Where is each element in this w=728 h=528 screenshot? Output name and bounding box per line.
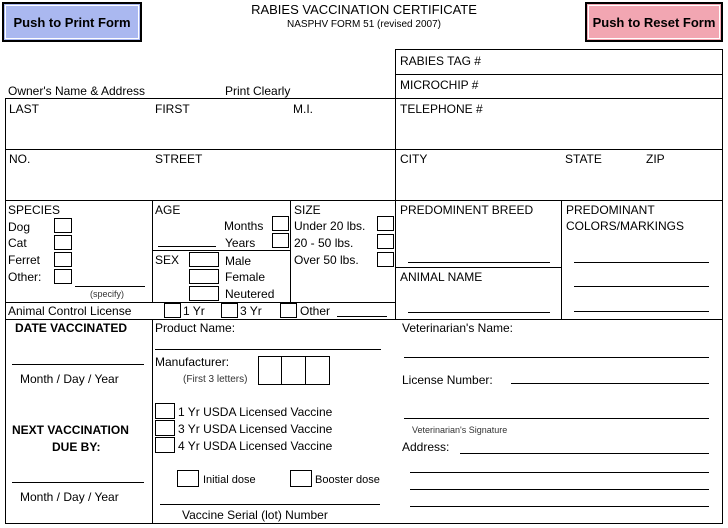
over50-label: Over 50 lbs.	[294, 253, 359, 267]
serial-number-label: Vaccine Serial (lot) Number	[182, 508, 328, 522]
booster-dose-checkbox[interactable]	[290, 470, 312, 487]
street-number-label: NO.	[9, 152, 31, 166]
vet-name-label: Veterinarian's Name:	[402, 321, 514, 335]
street-label: STREET	[155, 152, 203, 166]
age-input[interactable]	[158, 246, 216, 247]
vet-signature-input[interactable]	[404, 418, 709, 419]
vet-name-input[interactable]	[404, 357, 709, 358]
vaccine-3yr-label: 3 Yr USDA Licensed Vaccine	[178, 422, 333, 436]
print-button[interactable]: Push to Print Form	[2, 2, 142, 42]
license-label: Animal Control License	[8, 304, 132, 318]
last-name-label: LAST	[9, 102, 40, 116]
neutered-label: Neutered	[225, 287, 275, 301]
specify-hint: (specify)	[90, 289, 125, 299]
female-label: Female	[225, 270, 266, 284]
animal-name-input[interactable]	[408, 312, 550, 313]
product-name-label: Product Name:	[155, 321, 236, 335]
due-by-label: DUE BY:	[52, 440, 101, 454]
vet-address-label: Address:	[402, 440, 450, 454]
form-title: RABIES VACCINATION CERTIFICATE	[251, 2, 477, 17]
colors-label-1: PREDOMINANT	[566, 203, 655, 217]
zip-label: ZIP	[646, 152, 665, 166]
male-checkbox[interactable]	[189, 252, 219, 267]
cat-label: Cat	[8, 236, 27, 250]
20to50-label: 20 - 50 lbs.	[294, 236, 354, 250]
age-label: AGE	[155, 203, 181, 217]
colors-input-2[interactable]	[574, 286, 709, 287]
microchip-label: MICROCHIP #	[400, 78, 479, 92]
sex-label: SEX	[155, 253, 180, 267]
under20-label: Under 20 lbs.	[294, 219, 366, 233]
other-species-label: Other:	[8, 270, 42, 284]
next-vaccination-format: Month / Day / Year	[20, 490, 119, 504]
vet-address-input-1[interactable]	[460, 453, 709, 454]
under20-checkbox[interactable]	[377, 216, 394, 231]
years-checkbox[interactable]	[272, 233, 289, 248]
next-vaccination-input[interactable]	[12, 482, 144, 483]
license-3yr-checkbox[interactable]	[221, 303, 238, 318]
date-vaccinated-input[interactable]	[12, 364, 144, 365]
license-other-label: Other	[300, 304, 331, 318]
manufacturer-letter-2[interactable]	[281, 356, 306, 385]
ferret-checkbox[interactable]	[54, 252, 72, 267]
booster-dose-label: Booster dose	[315, 474, 380, 486]
owner-heading: Owner's Name & Address	[8, 84, 146, 98]
manufacturer-letter-1[interactable]	[258, 356, 282, 385]
cat-checkbox[interactable]	[54, 235, 72, 250]
breed-input[interactable]	[408, 262, 550, 263]
license-1yr-label: 1 Yr	[183, 304, 205, 318]
mi-label: M.I.	[293, 102, 313, 116]
months-checkbox[interactable]	[272, 216, 289, 231]
20to50-checkbox[interactable]	[377, 234, 394, 249]
next-vaccination-label: NEXT VACCINATION	[12, 423, 129, 437]
form-subtitle: NASPHV FORM 51 (revised 2007)	[287, 19, 441, 30]
first-3-letters-hint: (First 3 letters)	[183, 374, 248, 385]
neutered-checkbox[interactable]	[189, 286, 219, 301]
months-label: Months	[224, 219, 264, 233]
over50-checkbox[interactable]	[377, 252, 394, 267]
first-name-label: FIRST	[155, 102, 190, 116]
state-label: STATE	[565, 152, 602, 166]
vet-signature-label: Veterinarian's Signature	[412, 425, 508, 435]
dog-label: Dog	[8, 220, 31, 234]
date-vaccinated-label: DATE VACCINATED	[15, 321, 127, 335]
colors-input-3[interactable]	[574, 311, 709, 312]
manufacturer-letter-3[interactable]	[305, 356, 330, 385]
license-other-input[interactable]	[337, 316, 387, 317]
species-label: SPECIES	[8, 203, 61, 217]
serial-number-input[interactable]	[160, 504, 380, 505]
initial-dose-label: Initial dose	[203, 474, 256, 486]
product-name-input[interactable]	[155, 349, 381, 350]
size-label: SIZE	[294, 203, 321, 217]
reset-button[interactable]: Push to Reset Form	[585, 2, 723, 42]
vet-address-input-2[interactable]	[410, 472, 709, 473]
manufacturer-label: Manufacturer:	[155, 355, 230, 369]
vet-license-label: License Number:	[402, 373, 493, 387]
dog-checkbox[interactable]	[54, 218, 72, 233]
other-species-input[interactable]	[75, 286, 145, 287]
initial-dose-checkbox[interactable]	[177, 470, 199, 487]
vet-address-input-4[interactable]	[410, 506, 709, 507]
vaccine-1yr-label: 1 Yr USDA Licensed Vaccine	[178, 405, 333, 419]
colors-label-2: COLORS/MARKINGS	[566, 219, 685, 233]
vaccine-4yr-label: 4 Yr USDA Licensed Vaccine	[178, 439, 333, 453]
print-clearly-label: Print Clearly	[225, 84, 291, 98]
male-label: Male	[225, 254, 252, 268]
telephone-label: TELEPHONE #	[400, 102, 483, 116]
vet-address-input-3[interactable]	[410, 489, 709, 490]
vet-license-input[interactable]	[511, 383, 709, 384]
ferret-label: Ferret	[8, 253, 41, 267]
colors-input-1[interactable]	[574, 262, 709, 263]
license-1yr-checkbox[interactable]	[164, 303, 181, 318]
other-species-checkbox[interactable]	[54, 269, 72, 284]
breed-label: PREDOMINENT BREED	[400, 203, 534, 217]
license-other-checkbox[interactable]	[280, 303, 297, 318]
city-label: CITY	[400, 152, 428, 166]
animal-name-label: ANIMAL NAME	[400, 270, 483, 284]
vaccine-1yr-checkbox[interactable]	[155, 403, 175, 419]
date-vaccinated-format: Month / Day / Year	[20, 372, 119, 386]
female-checkbox[interactable]	[189, 269, 219, 284]
vaccine-4yr-checkbox[interactable]	[155, 437, 175, 453]
rabies-tag-label: RABIES TAG #	[400, 54, 481, 68]
vaccine-3yr-checkbox[interactable]	[155, 420, 175, 436]
license-3yr-label: 3 Yr	[240, 304, 262, 318]
years-label: Years	[225, 236, 256, 250]
